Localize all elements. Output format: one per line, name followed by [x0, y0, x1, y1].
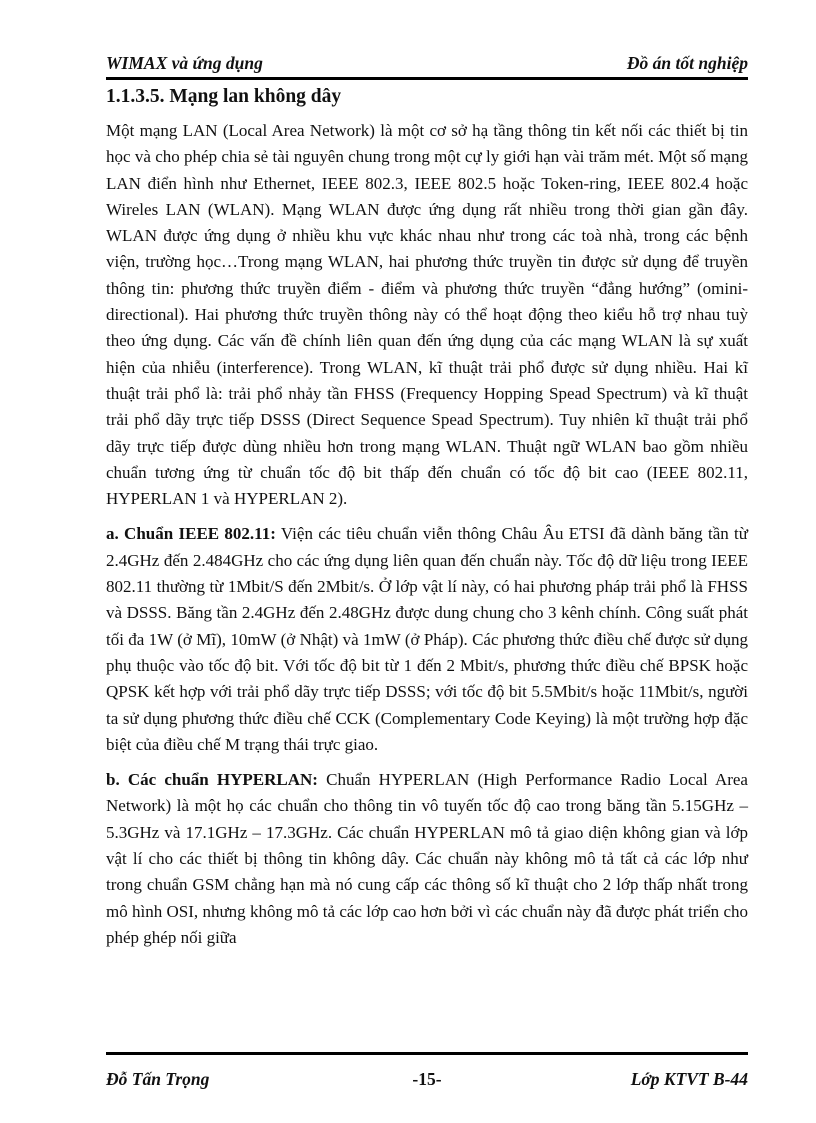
- header-doc-title: WIMAX và ứng dụng: [106, 53, 263, 73]
- ieee-paragraph: [106, 521, 748, 758]
- intro-paragraph: Một mạng LAN (Local Area Network) là một cơ sở hạ tầng thông tin kết nối các thiết bị tin học và cho phép chia sẻ tài nguyên chung trong một cự ly giới hạn vài trăm mét. Một số mạng LAN điển hình như Ethernet, IEEE 802.3, IEEE 802.5 hoặc Token-ring, IEEE 802.4 hoặc Wireles LAN (WLAN). Mạng WLAN được ứng dụng rất nhiều trong thời gian gần đây. WLAN được ứng dụng ở nhiều khu vực khác nhau như trong các toà nhà, trong các bệnh viện, trường học…Trong mạng WLAN, hai phương thức truyền tin được sử dụng để truyền thông tin: phương thức truyền điểm - điểm và phương thức truyền “đẳng hướng” (omini-directional). Hai phương thức truyền thông này có thể hoạt động theo kiểu hỗ trợ nhau tuỳ theo ứng dụng. Các vấn đề chính liên quan đến ứng dụng của các mạng WLAN là sự xuất hiện của nhiễu (interference). Trong WLAN, kĩ thuật trải phổ được sử dụng nhiều. Hai kĩ thuật trải phổ là: trải phổ nhảy tần FHSS (Frequency Hopping Spead Spectrum) và kĩ thuật trải phổ dãy trực tiếp DSSS (Direct Sequence Spead Spectrum). Tuy nhiên kĩ thuật trải phổ dãy trực tiếp được dùng nhiều hơn trong mạng WLAN. Thuật ngữ WLAN bao gồm nhiều chuẩn tương ứng từ chuẩn tốc độ bit thấp đến chuẩn có tốc độ bit cao (IEEE 802.11, HYPERLAN 1 và HYPERLAN 2).: [106, 121, 748, 509]
- header-doc-type: Đồ án tốt nghiệp: [626, 53, 748, 73]
- page-footer: [106, 1052, 748, 1099]
- page-header: [106, 48, 748, 80]
- footer-page-number: -15-: [412, 1069, 442, 1089]
- hyperlan-paragraph: [106, 767, 748, 951]
- ieee-lead: a. Chuẩn IEEE 802.11:: [106, 524, 276, 544]
- page-content: [106, 86, 748, 960]
- section-heading: 1.1.3.5. Mạng lan không dây: [106, 86, 342, 107]
- hyperlan-text: Chuẩn HYPERLAN (High Performance Radio Local Area Network) là một họ các chuẩn cho thông tin vô tuyến tốc độ cao trong băng tần 5.15GHz – 5.3GHz và 17.1GHz – 17.3GHz. Các chuẩn HYPERLAN mô tả giao diện không gian và lớp vật lí cho các thiết bị thông tin không dây. Các chuẩn này không mô tả tất cả các lớp như trong chuẩn GSM chẳng hạn mà nó cung cấp các thông số kĩ thuật cho 2 lớp thấp nhất trong mô hình OSI, nhưng không mô tả các lớp cao hơn bởi vì các chuẩn này đã được phát triển cho phép ghép nối giữa: [106, 770, 748, 947]
- hyperlan-lead: b. Các chuẩn HYPERLAN:: [106, 770, 318, 790]
- footer-class: Lớp KTVT B-44: [630, 1069, 748, 1089]
- footer-author: Đỗ Tấn Trọng: [106, 1069, 210, 1089]
- ieee-text: Viện các tiêu chuẩn viễn thông Châu Âu ETSI đã dành băng tần từ 2.4GHz đến 2.484GHz cho các ứng dụng liên quan đến chuẩn này. Tốc độ dữ liệu trong IEEE 802.11 thường từ 1Mbit/S đến 2Mbit/s. Ở lớp vật lí này, có hai phương pháp trải phổ là FHSS và DSSS. Băng tần 2.4GHz đến 2.48GHz được dung chung cho 3 kênh chính. Công suất phát tối đa 1W (ở Mĩ), 10mW (ở Nhật) và 1mW (ở Pháp). Các phương thức điều chế được sử dụng phụ thuộc vào tốc độ bit. Với tốc độ bit từ 1 đến 2 Mbit/s, phương thức điều chế BPSK hoặc QPSK kết hợp với trải phổ dãy trực tiếp DSSS; với tốc độ bit 5.5Mbit/s hoặc 11Mbit/s, người ta sử dụng phương thức điều chế CCK (Complementary Code Keying) là một trường hợp đặc biệt của điều chế M trạng thái trực giao.: [106, 524, 748, 754]
